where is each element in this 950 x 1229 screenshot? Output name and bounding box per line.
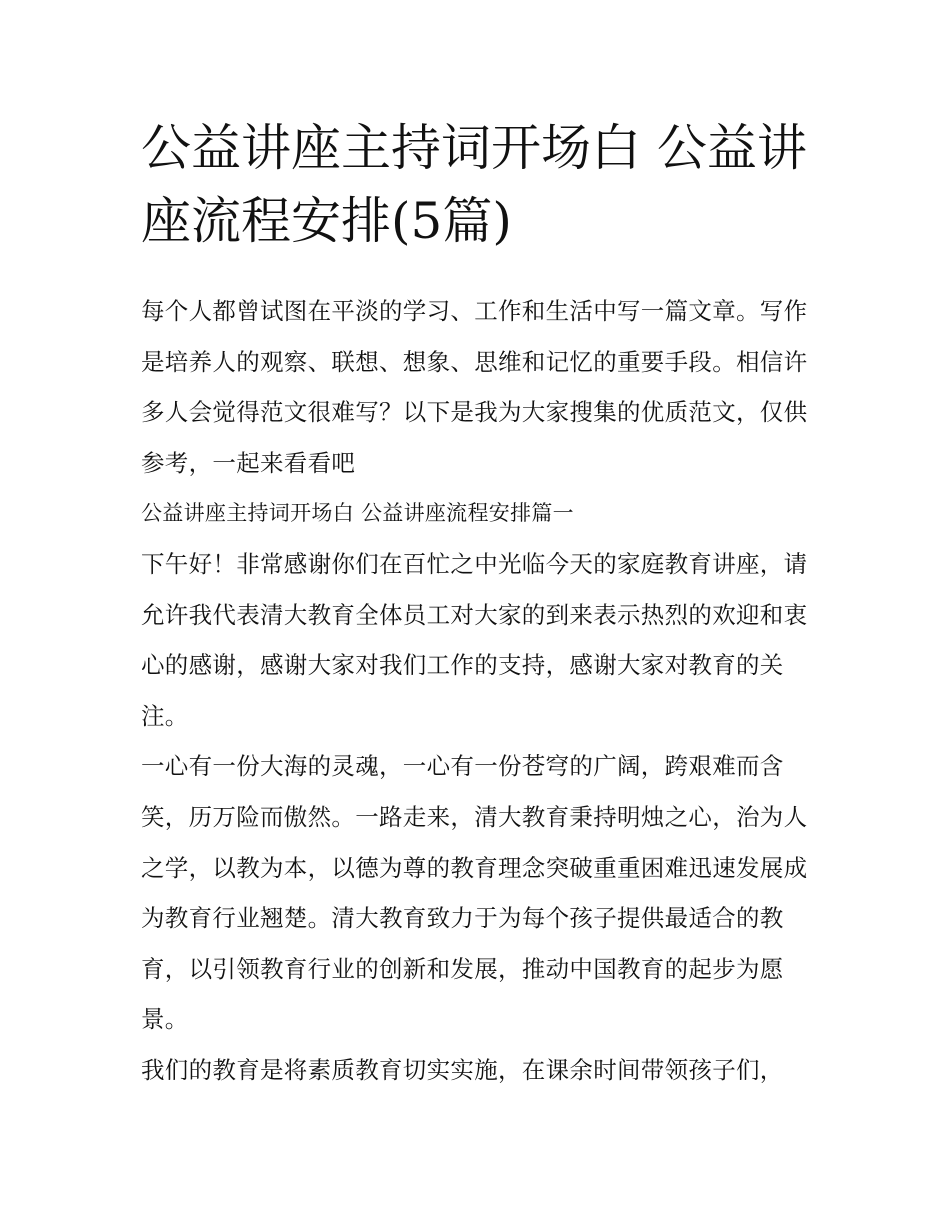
body-paragraph-2: 一心有一份大海的灵魂，一心有一份苍穹的广阔，跨艰难而含笑，历万险而傲然。一路走来，清大教育秉持明烛之心，治为人之学，以教为本，以德为尊的教育理念突破重重困难迅速发展成为教育行业翘楚。清大教育致力于为每个孩子提供最适合的教育，以引领教育行业的创新和发展，推动中国教育的起步为愿景。: [141, 752, 808, 1034]
section-heading: 公益讲座主持词开场白 公益讲座流程安排篇一: [141, 501, 574, 526]
document-page: [141, 112, 821, 1096]
intro-paragraph: 每个人都曾试图在平淡的学习、工作和生活中写一篇文章。写作是培养人的观察、联想、想象、思维和记忆的重要手段。相信许多人会觉得范文很难写？以下是我为大家搜集的优质范文，仅供参考，一起来看看吧: [141, 297, 808, 477]
document-title: 公益讲座主持词开场白 公益讲座流程安排(5篇): [141, 119, 807, 250]
body-paragraph-3: 我们的教育是将素质教育切实实施，在课余时间带领孩子们，: [141, 1055, 784, 1084]
body-paragraph-1: 下午好！非常感谢你们在百忙之中光临今天的家庭教育讲座，请允许我代表清大教育全体员工对大家的到来表示热烈的欢迎和衷心的感谢，感谢大家对我们工作的支持，感谢大家对教育的关注。: [141, 549, 808, 730]
